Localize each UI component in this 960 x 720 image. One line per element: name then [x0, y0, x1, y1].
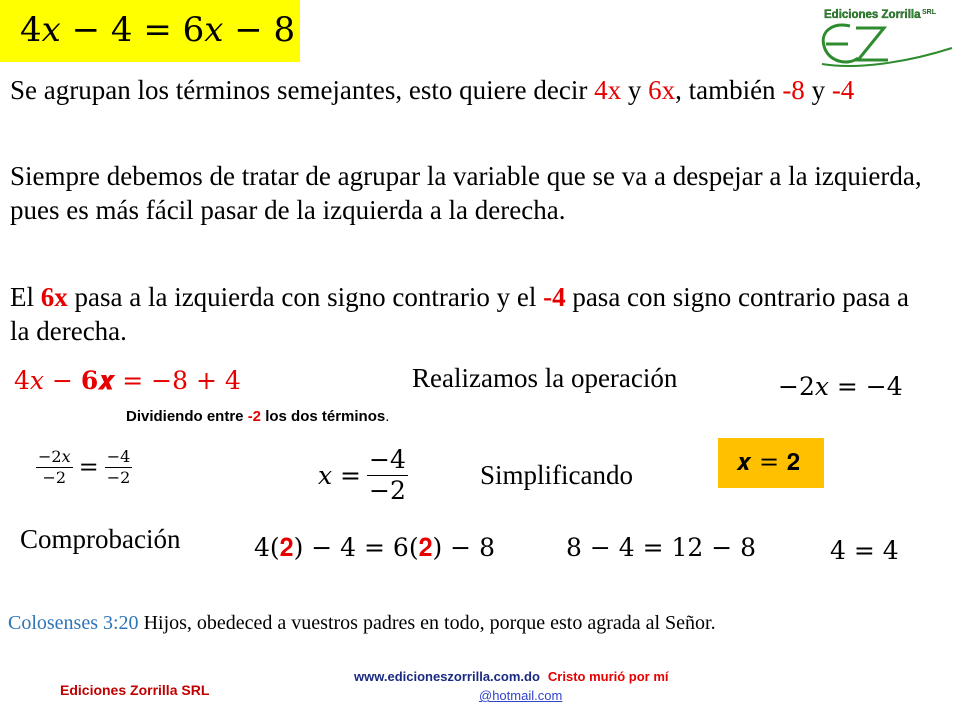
step2-equation: −2𝑥 = −4: [778, 372, 903, 401]
footer-slogan: Cristo murió por mí: [547, 669, 669, 684]
answer-equation: 𝒙 = 𝟐: [736, 448, 801, 476]
bible-verse: [8, 609, 948, 638]
variable-grouping-tip: Siempre debemos de tratar de agrupar la variable que se va a despejar a la izquierda, pues es más fácil pasar de la izquierda a la derecha.: [10, 161, 922, 225]
x-fraction: $\frac{-4}{-2}$: [369, 445, 406, 505]
email-link[interactable]: @hotmail.com: [479, 688, 563, 703]
check-equation-result: 4 = 4: [830, 536, 899, 565]
publisher-name: Ediciones Zorrilla SRL: [60, 682, 210, 698]
operation-label: Realizamos la operación: [412, 363, 678, 393]
check-equation-substituted: 4(𝟐) − 4 = 6(𝟐) − 8: [254, 533, 495, 562]
footer-website-line: [354, 669, 669, 684]
website-link[interactable]: www.edicioneszorrilla.com.do: [354, 669, 540, 684]
step1-equation: 4𝑥 − 6𝒙 = −8 + 4: [14, 366, 241, 395]
left-fraction: $\frac{\text{−2𝑥}}{-2}$: [38, 447, 71, 487]
check-label: Comprobación: [20, 524, 181, 554]
svg-text:SRL: SRL: [922, 9, 936, 16]
title-equation: 4𝑥 − 4 = 6𝑥 − 8: [20, 10, 296, 50]
ediciones-zorrilla-logo: [818, 4, 956, 70]
verse-reference: Colosenses 3:20: [8, 612, 139, 634]
simplify-label: Simplificando: [480, 460, 633, 490]
check-equation-evaluated: 8 − 4 = 12 − 8: [566, 533, 757, 562]
grouping-explanation: Se agrupan los términos semejantes, esto quiere decir 4x y 6x, también -8 y -4: [10, 75, 855, 105]
sign-change-explanation: El 6x pasa a la izquierda con signo contrario y el -4 pasa con signo contrario pasa a la derecha.: [10, 282, 909, 346]
division-fraction-equation: $\frac{\text{−2𝑥}}{-2}$ = $\frac{-4}{-2}$: [38, 447, 131, 487]
right-fraction: $\frac{-4}{-2}$: [106, 447, 131, 487]
svg-text:Ediciones Zorrilla: Ediciones Zorrilla: [824, 9, 921, 21]
division-note: Dividiendo entre -2 los dos términos.: [126, 408, 390, 425]
x-fraction-equation: 𝑥 = $\frac{-4}{-2}$: [318, 445, 406, 505]
verse-text: Hijos, obedeced a vuestros padres en todo, porque esto agrada al Señor.: [138, 612, 716, 634]
